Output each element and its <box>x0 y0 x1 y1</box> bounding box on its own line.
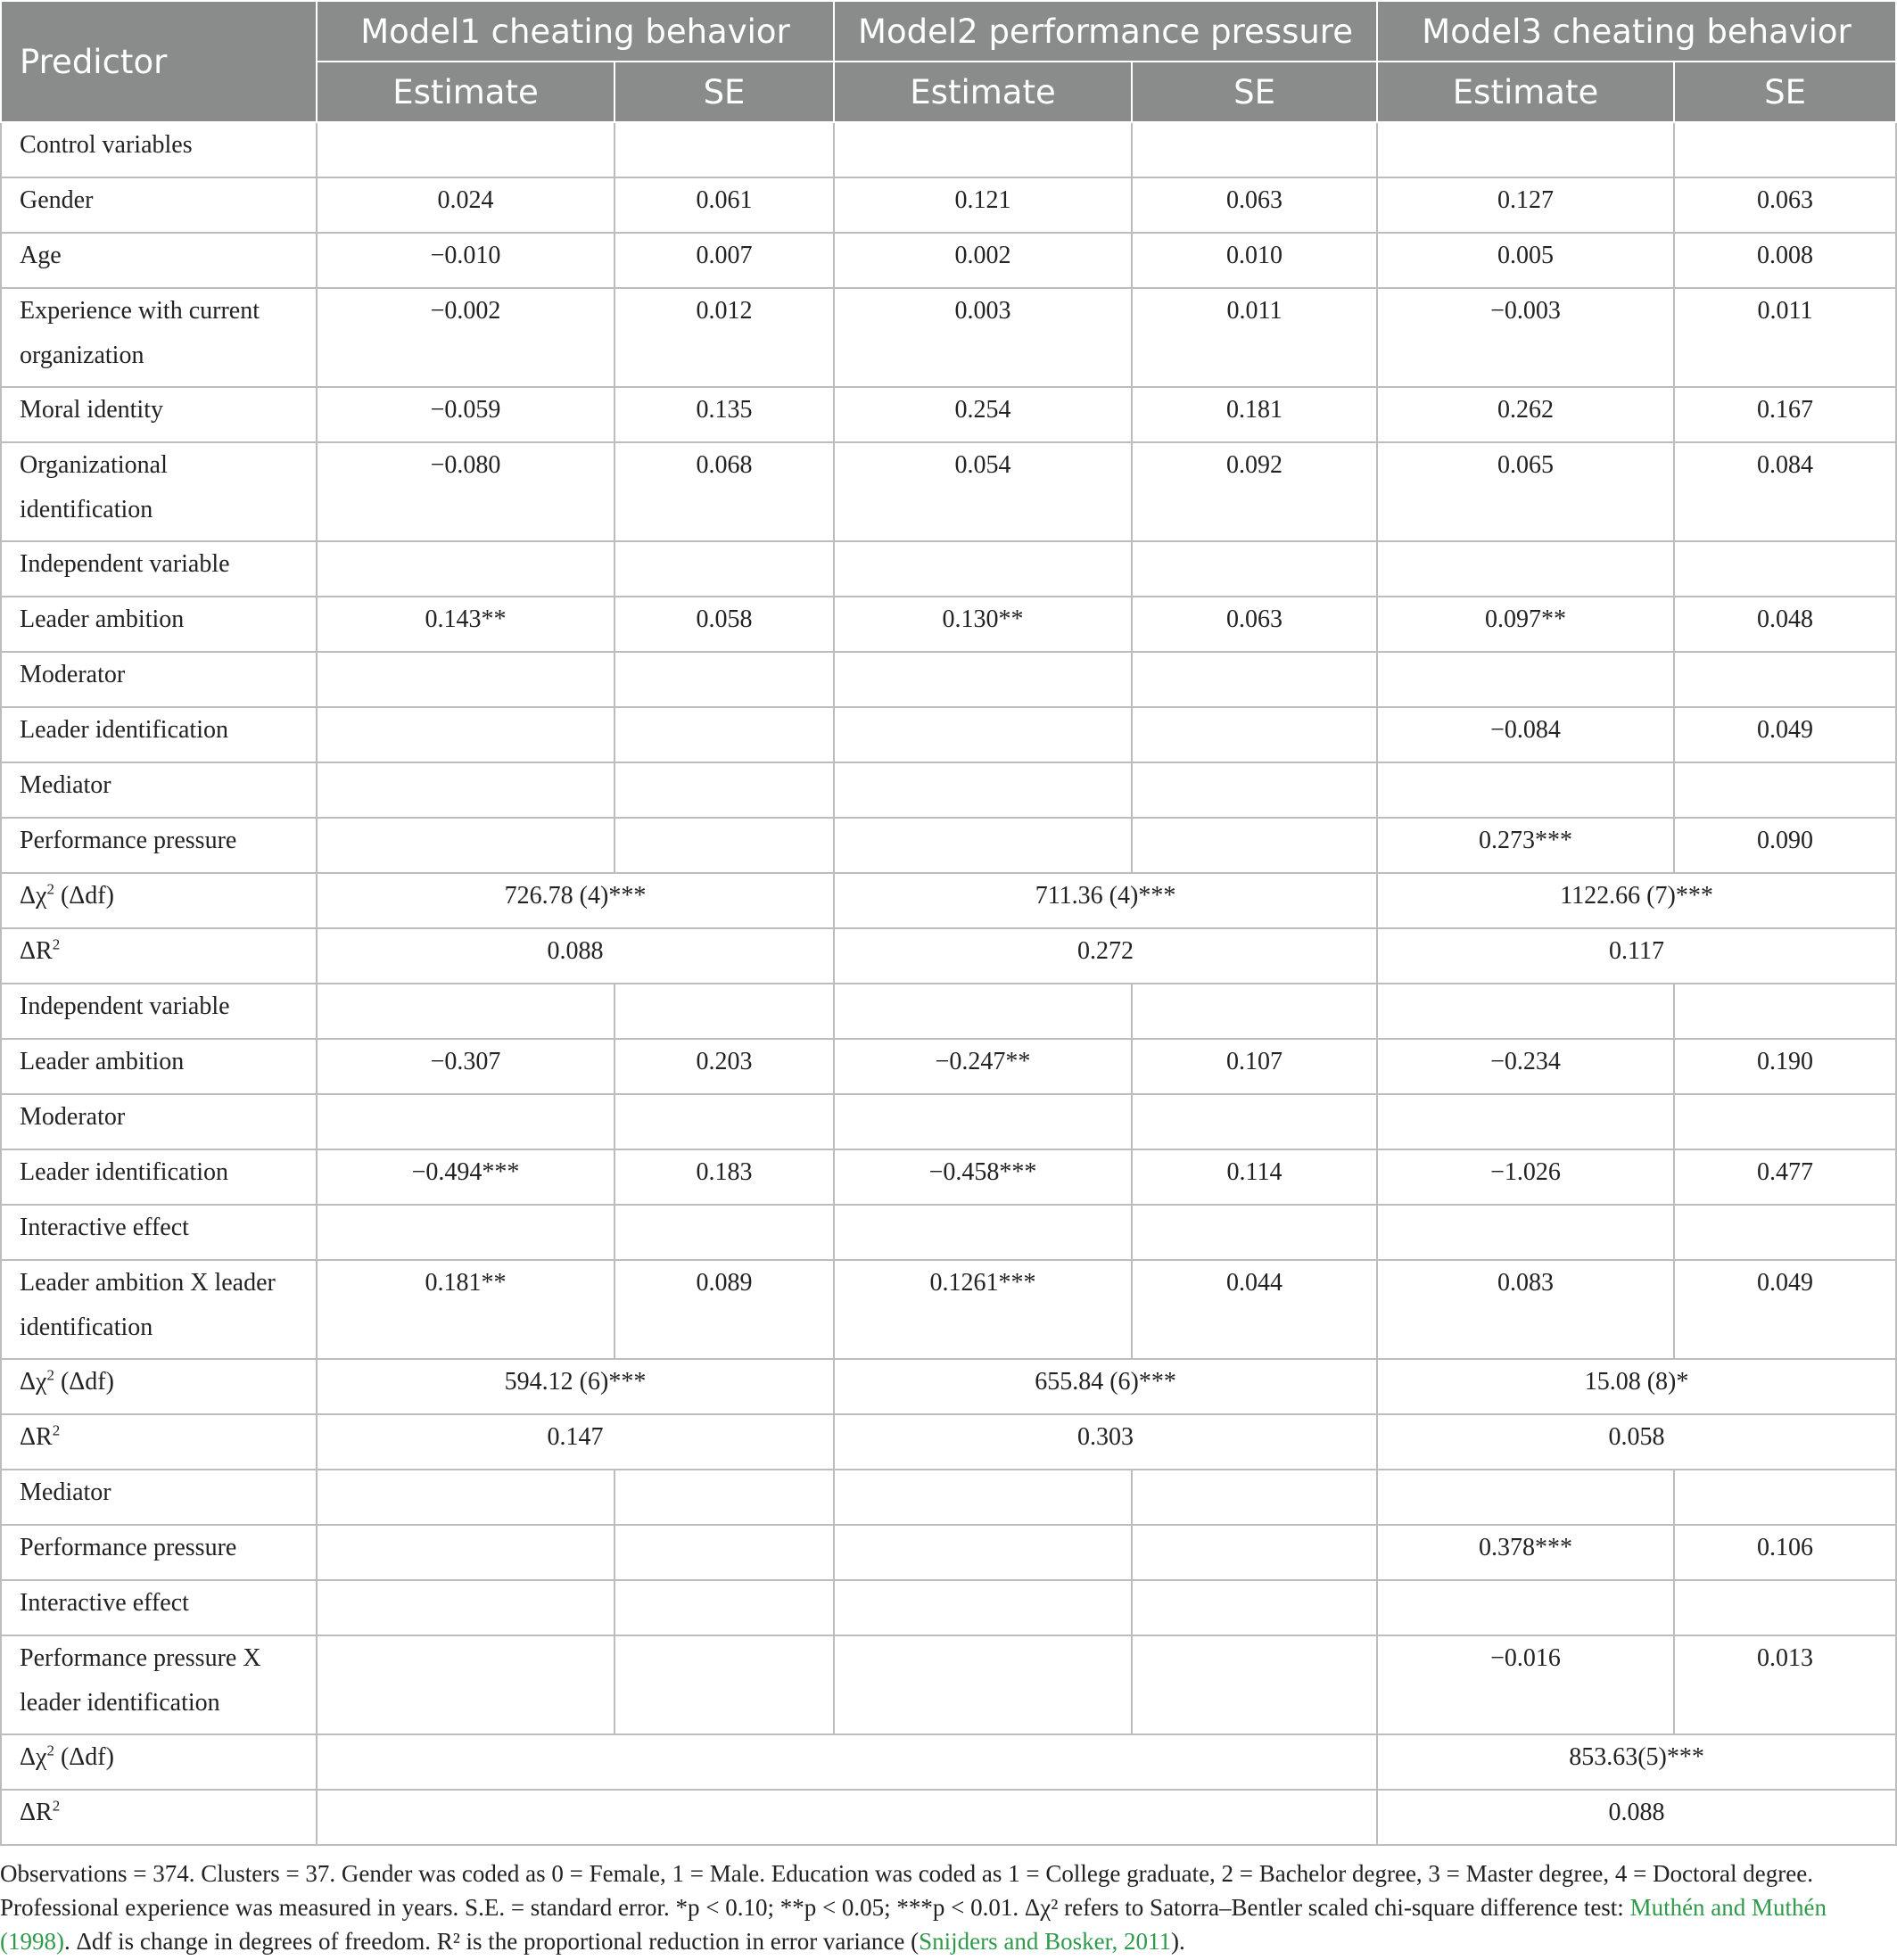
empty-cell <box>1377 1470 1674 1525</box>
empty-cell <box>614 1580 834 1635</box>
table-row <box>1 1359 1896 1414</box>
row-label: Experience with current organization <box>1 288 317 387</box>
estimate-cell: 0.083 <box>1377 1260 1674 1359</box>
footnote-text-b: . Δdf is change in degrees of freedom. R² is the proportional reduction in error variance ( <box>63 1928 920 1955</box>
row-label: $\Delta\chi^2$ (Δdf) <box>1 1734 317 1790</box>
model3-header: Model3 cheating behavior <box>1377 1 1896 62</box>
estimate-cell: −0.002 <box>317 288 614 387</box>
section-row <box>1 1580 1896 1635</box>
empty-cell <box>317 762 614 818</box>
section-label: Control variables <box>1 122 317 177</box>
model3-estimate-header: Estimate <box>1377 62 1674 122</box>
row-label: $\Delta\chi^2$ (Δdf) <box>1 873 317 928</box>
empty-cell <box>1674 1580 1896 1635</box>
estimate-cell: −0.016 <box>1377 1635 1674 1734</box>
empty-cell <box>1132 541 1377 597</box>
table-row <box>1 1790 1896 1845</box>
se-cell <box>614 707 834 762</box>
empty-cell <box>1674 541 1896 597</box>
fit-stat-cell: 15.08 (8)* <box>1377 1359 1896 1414</box>
row-label: Performance pressure X leader identification <box>1 1635 317 1734</box>
se-cell: 0.090 <box>1674 818 1896 873</box>
estimate-cell <box>834 818 1132 873</box>
empty-cell <box>1377 541 1674 597</box>
model2-se-header: SE <box>1132 62 1377 122</box>
row-label: $\Delta R^2$ <box>1 1414 317 1470</box>
estimate-cell <box>317 818 614 873</box>
table-row <box>1 873 1896 928</box>
citation-link-muthen[interactable]: Muthén and Muthén (1998) <box>0 1894 1827 1955</box>
predictor-header: Predictor <box>1 1 317 122</box>
se-cell: 0.063 <box>1674 177 1896 233</box>
se-cell <box>614 818 834 873</box>
table-row <box>1 442 1896 541</box>
fit-stat-cell: 594.12 (6)*** <box>317 1359 834 1414</box>
model1-se-header: SE <box>614 62 834 122</box>
empty-cell <box>1132 762 1377 818</box>
se-cell <box>1132 1635 1377 1734</box>
estimate-cell: 0.1261*** <box>834 1260 1132 1359</box>
table-row <box>1 233 1896 288</box>
row-label: $\Delta R^2$ <box>1 928 317 984</box>
table-row <box>1 1149 1896 1205</box>
empty-cell <box>1674 1205 1896 1260</box>
fit-stat-cell: 0.303 <box>834 1414 1377 1470</box>
estimate-cell: −0.010 <box>317 233 614 288</box>
se-cell <box>1132 818 1377 873</box>
estimate-cell: 0.002 <box>834 233 1132 288</box>
empty-cell <box>1377 1580 1674 1635</box>
empty-cell <box>834 984 1132 1039</box>
empty-cell <box>834 1580 1132 1635</box>
row-label: Performance pressure <box>1 818 317 873</box>
table-body <box>1 122 1896 1845</box>
table-row <box>1 1525 1896 1580</box>
se-cell <box>1132 707 1377 762</box>
fit-stat-cell: 0.117 <box>1377 928 1896 984</box>
se-cell: 0.135 <box>614 387 834 442</box>
table-footnote <box>0 1857 1882 1958</box>
se-cell: 0.084 <box>1674 442 1896 541</box>
empty-cell <box>1377 122 1674 177</box>
table-row <box>1 1734 1896 1790</box>
section-row <box>1 984 1896 1039</box>
empty-cell <box>834 1205 1132 1260</box>
estimate-cell: 0.024 <box>317 177 614 233</box>
se-cell: 0.068 <box>614 442 834 541</box>
estimate-cell <box>834 1635 1132 1734</box>
empty-cell <box>614 1094 834 1149</box>
empty-cell <box>1377 984 1674 1039</box>
table-row <box>1 597 1896 652</box>
empty-cell <box>317 1094 614 1149</box>
empty-cell <box>834 762 1132 818</box>
table-row <box>1 177 1896 233</box>
estimate-cell: 0.127 <box>1377 177 1674 233</box>
se-cell: 0.061 <box>614 177 834 233</box>
estimate-cell: −1.026 <box>1377 1149 1674 1205</box>
section-label: Mediator <box>1 762 317 818</box>
estimate-cell: 0.003 <box>834 288 1132 387</box>
se-cell: 0.167 <box>1674 387 1896 442</box>
section-label: Interactive effect <box>1 1205 317 1260</box>
section-row <box>1 122 1896 177</box>
row-label: Moral identity <box>1 387 317 442</box>
section-label: Independent variable <box>1 541 317 597</box>
section-label: Moderator <box>1 652 317 707</box>
estimate-cell: −0.059 <box>317 387 614 442</box>
estimate-cell: 0.254 <box>834 387 1132 442</box>
model3-se-header: SE <box>1674 62 1896 122</box>
empty-cell <box>317 1580 614 1635</box>
fit-stat-cell: 0.058 <box>1377 1414 1896 1470</box>
section-label: Interactive effect <box>1 1580 317 1635</box>
section-row <box>1 541 1896 597</box>
empty-cell <box>614 652 834 707</box>
row-label: $\Delta\chi^2$ (Δdf) <box>1 1359 317 1414</box>
fit-stat-cell: 655.84 (6)*** <box>834 1359 1377 1414</box>
se-cell: 0.044 <box>1132 1260 1377 1359</box>
empty-cell <box>1674 1470 1896 1525</box>
row-label: Leader ambition <box>1 1039 317 1094</box>
empty-cell <box>1377 762 1674 818</box>
model2-estimate-header: Estimate <box>834 62 1132 122</box>
se-cell: 0.013 <box>1674 1635 1896 1734</box>
merged-empty-cell <box>317 1734 1377 1790</box>
se-cell: 0.058 <box>614 597 834 652</box>
se-cell: 0.008 <box>1674 233 1896 288</box>
row-label: Performance pressure <box>1 1525 317 1580</box>
se-cell: 0.049 <box>1674 707 1896 762</box>
empty-cell <box>317 1205 614 1260</box>
row-label: Leader identification <box>1 707 317 762</box>
fit-stat-cell: 711.36 (4)*** <box>834 873 1377 928</box>
se-cell: 0.203 <box>614 1039 834 1094</box>
estimate-cell: −0.080 <box>317 442 614 541</box>
estimate-cell: −0.084 <box>1377 707 1674 762</box>
table-row <box>1 1414 1896 1470</box>
estimate-cell: 0.262 <box>1377 387 1674 442</box>
se-cell: 0.049 <box>1674 1260 1896 1359</box>
se-cell: 0.048 <box>1674 597 1896 652</box>
estimate-cell: 0.121 <box>834 177 1132 233</box>
se-cell: 0.183 <box>614 1149 834 1205</box>
empty-cell <box>614 1205 834 1260</box>
estimate-cell: 0.273*** <box>1377 818 1674 873</box>
empty-cell <box>1377 1205 1674 1260</box>
se-cell: 0.477 <box>1674 1149 1896 1205</box>
empty-cell <box>834 1470 1132 1525</box>
row-label: Organizational identification <box>1 442 317 541</box>
fit-stat-cell: 0.088 <box>317 928 834 984</box>
empty-cell <box>834 122 1132 177</box>
estimate-cell: 0.181** <box>317 1260 614 1359</box>
row-label: $\Delta R^2$ <box>1 1790 317 1845</box>
se-cell: 0.190 <box>1674 1039 1896 1094</box>
row-label: Leader ambition <box>1 597 317 652</box>
se-cell: 0.114 <box>1132 1149 1377 1205</box>
estimate-cell <box>834 1525 1132 1580</box>
section-row <box>1 762 1896 818</box>
empty-cell <box>614 122 834 177</box>
section-row <box>1 652 1896 707</box>
se-cell: 0.063 <box>1132 177 1377 233</box>
empty-cell <box>834 1094 1132 1149</box>
estimate-cell <box>317 1525 614 1580</box>
se-cell: 0.012 <box>614 288 834 387</box>
table-row <box>1 1039 1896 1094</box>
empty-cell <box>1132 1470 1377 1525</box>
empty-cell <box>317 1470 614 1525</box>
model1-header: Model1 cheating behavior <box>317 1 834 62</box>
table-row <box>1 818 1896 873</box>
empty-cell <box>1377 1094 1674 1149</box>
citation-link-snijders[interactable]: Snijders and Bosker, 2011 <box>919 1928 1172 1955</box>
empty-cell <box>1132 1205 1377 1260</box>
table-row <box>1 707 1896 762</box>
se-cell <box>1132 1525 1377 1580</box>
estimate-cell: 0.005 <box>1377 233 1674 288</box>
estimate-cell: −0.458*** <box>834 1149 1132 1205</box>
empty-cell <box>614 984 834 1039</box>
estimate-cell <box>834 707 1132 762</box>
empty-cell <box>834 541 1132 597</box>
model2-header: Model2 performance pressure <box>834 1 1377 62</box>
estimate-cell: −0.234 <box>1377 1039 1674 1094</box>
section-label: Independent variable <box>1 984 317 1039</box>
se-cell <box>614 1635 834 1734</box>
row-label: Leader ambition X leader identification <box>1 1260 317 1359</box>
se-cell: 0.107 <box>1132 1039 1377 1094</box>
table-row <box>1 387 1896 442</box>
table-row <box>1 1635 1896 1734</box>
empty-cell <box>614 1470 834 1525</box>
empty-cell <box>1674 1094 1896 1149</box>
empty-cell <box>317 984 614 1039</box>
section-row <box>1 1094 1896 1149</box>
se-cell: 0.063 <box>1132 597 1377 652</box>
estimate-cell: −0.494*** <box>317 1149 614 1205</box>
estimate-cell: 0.378*** <box>1377 1525 1674 1580</box>
empty-cell <box>1674 762 1896 818</box>
se-cell: 0.089 <box>614 1260 834 1359</box>
estimate-cell: 0.054 <box>834 442 1132 541</box>
estimate-cell: −0.307 <box>317 1039 614 1094</box>
footnote-text-c: ). <box>1171 1928 1185 1955</box>
empty-cell <box>1132 1094 1377 1149</box>
row-label: Gender <box>1 177 317 233</box>
section-row <box>1 1470 1896 1525</box>
empty-cell <box>317 122 614 177</box>
empty-cell <box>614 762 834 818</box>
footnote-text-a: Observations = 374. Clusters = 37. Gender was coded as 0 = Female, 1 = Male. Education was coded as 1 = College graduate, 2 = Bachelor degree, 3 = Master degree, 4 = Doctoral degree. Professional experience was measured in years. S.E. = standard error. *p < 0.10; **p < 0.05; ***p < 0.01. Δχ² refers to Satorra–Bentler scaled chi-square difference test: <box>0 1860 1813 1921</box>
se-cell: 0.010 <box>1132 233 1377 288</box>
section-label: Mediator <box>1 1470 317 1525</box>
estimate-cell: 0.097** <box>1377 597 1674 652</box>
se-cell: 0.181 <box>1132 387 1377 442</box>
se-cell: 0.092 <box>1132 442 1377 541</box>
se-cell: 0.011 <box>1674 288 1896 387</box>
empty-cell <box>317 652 614 707</box>
empty-cell <box>1132 652 1377 707</box>
estimate-cell <box>317 707 614 762</box>
estimate-cell <box>317 1635 614 1734</box>
section-row <box>1 1205 1896 1260</box>
estimate-cell: 0.130** <box>834 597 1132 652</box>
table-row <box>1 1260 1896 1359</box>
fit-stat-cell: 0.088 <box>1377 1790 1896 1845</box>
section-label: Moderator <box>1 1094 317 1149</box>
merged-empty-cell <box>317 1790 1377 1845</box>
model1-estimate-header: Estimate <box>317 62 614 122</box>
estimate-cell: 0.065 <box>1377 442 1674 541</box>
fit-stat-cell: 1122.66 (7)*** <box>1377 873 1896 928</box>
empty-cell <box>1132 984 1377 1039</box>
empty-cell <box>1674 652 1896 707</box>
estimate-cell: −0.003 <box>1377 288 1674 387</box>
se-cell: 0.106 <box>1674 1525 1896 1580</box>
empty-cell <box>614 541 834 597</box>
empty-cell <box>1674 122 1896 177</box>
empty-cell <box>1132 1580 1377 1635</box>
estimate-cell: 0.143** <box>317 597 614 652</box>
se-cell <box>614 1525 834 1580</box>
row-label: Leader identification <box>1 1149 317 1205</box>
empty-cell <box>834 652 1132 707</box>
table-row <box>1 288 1896 387</box>
se-cell: 0.011 <box>1132 288 1377 387</box>
empty-cell <box>1674 984 1896 1039</box>
empty-cell <box>317 541 614 597</box>
row-label: Age <box>1 233 317 288</box>
fit-stat-cell: 0.272 <box>834 928 1377 984</box>
table-row <box>1 928 1896 984</box>
fit-stat-cell: 0.147 <box>317 1414 834 1470</box>
table-header <box>1 1 1896 122</box>
fit-stat-cell: 853.63(5)*** <box>1377 1734 1896 1790</box>
se-cell: 0.007 <box>614 233 834 288</box>
fit-stat-cell: 726.78 (4)*** <box>317 873 834 928</box>
empty-cell <box>1132 122 1377 177</box>
empty-cell <box>1377 652 1674 707</box>
estimate-cell: −0.247** <box>834 1039 1132 1094</box>
